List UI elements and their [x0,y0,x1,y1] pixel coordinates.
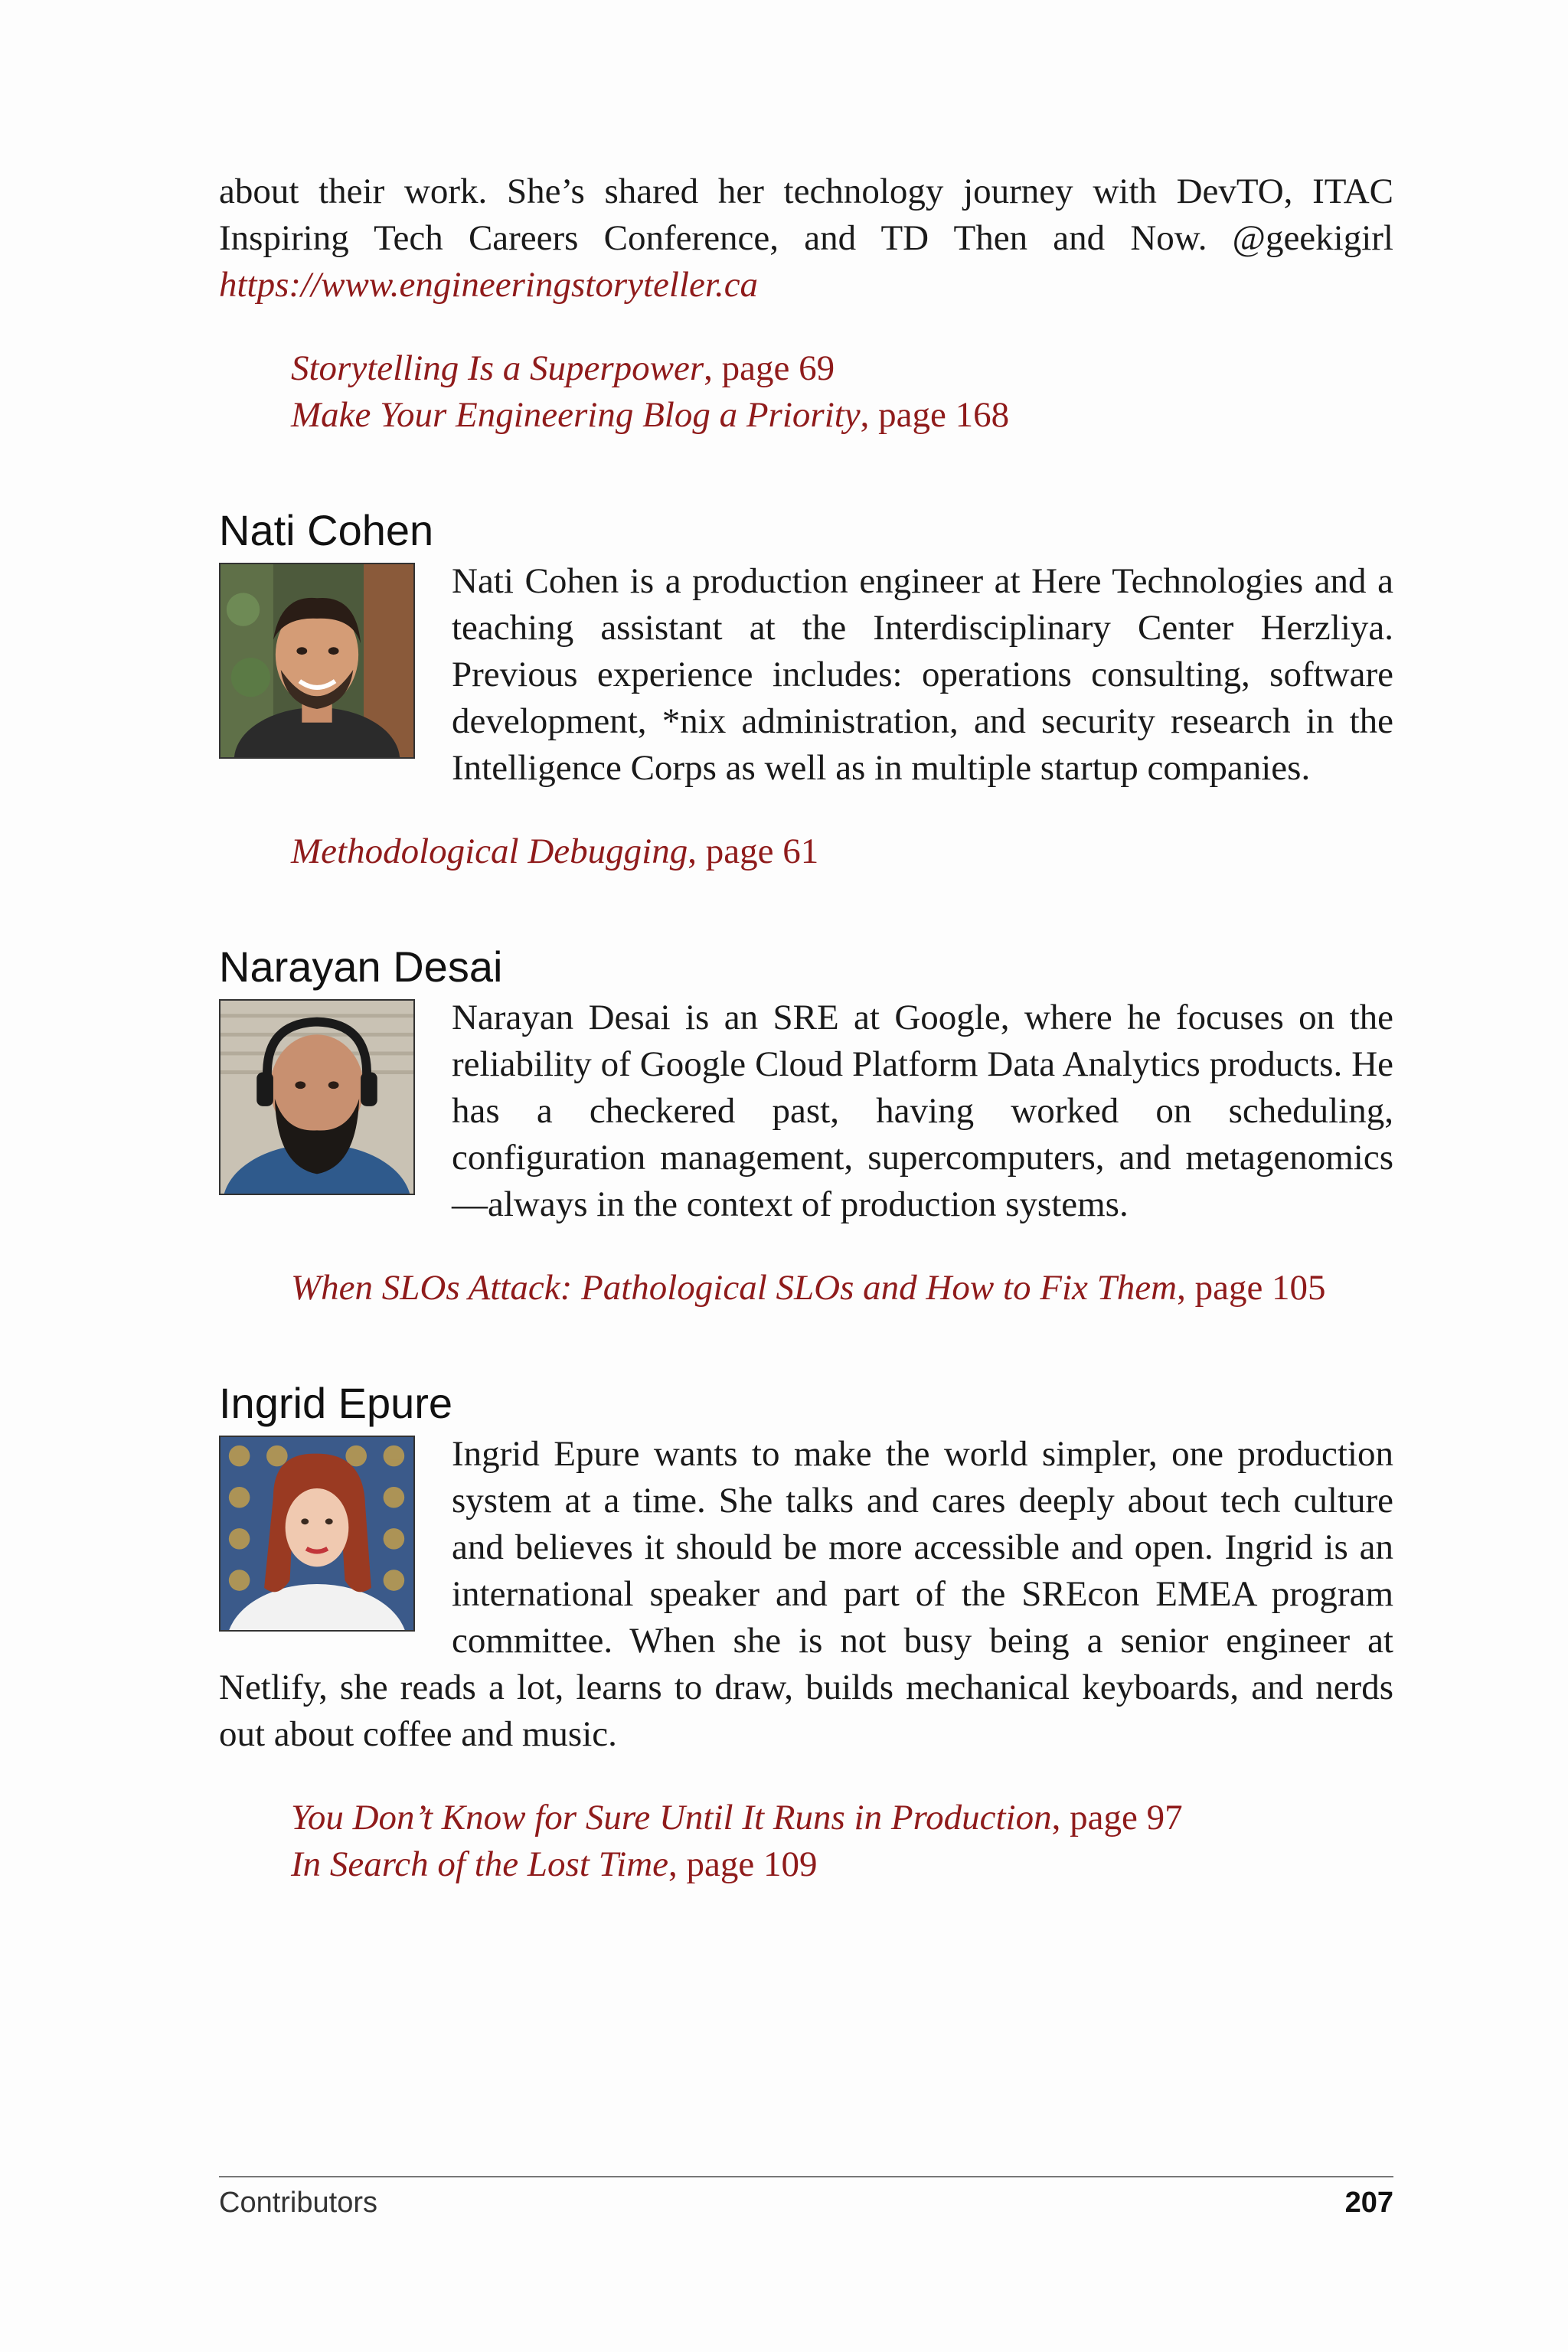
contributor-name: Narayan Desai [219,942,503,991]
page-content [219,168,1393,1888]
ref-link[interactable]: In Search of the Lost Time, page 109 [291,1844,818,1884]
contributor-narayan-desai [219,942,1393,1312]
ref-link[interactable]: When SLOs Attack: Pathological SLOs and How to Fix Them, page 105 [291,1268,1326,1308]
website-link[interactable]: https://www.engineeringstoryteller.ca [219,265,759,305]
ref-link[interactable]: Make Your Engineering Blog a Priority, page 168 [291,395,1010,435]
contributor-ingrid-epure [219,1379,1393,1888]
contributor-photo [219,999,415,1195]
contributor-nati-cohen [219,506,1393,875]
contributor-name: Nati Cohen [219,506,434,554]
intro-section [219,168,1393,439]
contributor-name: Ingrid Epure [219,1379,453,1427]
page-footer [219,2176,1393,2220]
contributor-refs [291,1265,1393,1312]
contributor-bio: Ingrid Epure wants to make the world simpler, one production system at a time. She talks and cares deeply about tech culture and believes it should be more accessible and open. Ingrid is an international speaker and part of the SREcon EMEA program committee. When she is not busy being a senior engineer at Netlify, she reads a lot, learns to draw, builds mechanical keyboards, and nerds out about coffee and music. [219,1434,1393,1754]
ref-link[interactable]: Methodological Debugging, page 61 [291,831,819,871]
ref-link[interactable]: Storytelling Is a Superpower, page 69 [291,348,835,388]
intro-paragraph [219,168,1393,309]
contributor-refs [291,828,1393,875]
ref-link[interactable]: You Don’t Know for Sure Until It Runs in Production, page 97 [291,1798,1183,1838]
contributor-bio: Narayan Desai is an SRE at Google, where he focuses on the reliability of Google Cloud Platform Data Analytics products. He has a checkered past, having worked on scheduling, configuration management, supercomputers, and metagenomics—always in the context of production systems. [452,998,1393,1224]
contributor-refs [291,1795,1393,1888]
intro-refs [291,345,1393,439]
contributor-photo [219,563,415,759]
contributor-photo [219,1436,415,1632]
page-number: 207 [1344,2187,1393,2219]
footer-section-title: Contributors [219,2187,377,2219]
intro-text: about their work. She’s shared her technology journey with DevTO, ITAC Inspiring Tech Careers Conference, and TD Then and Now. @geekigirl [219,172,1393,258]
contributor-bio: Nati Cohen is a production engineer at Here Technologies and a teaching assistant at the Interdisciplinary Center Herzliya. Previous experience includes: operations consulting, software development, *nix administration, and security research in the Intelligence Corps as well as in multiple startup companies. [452,561,1393,788]
